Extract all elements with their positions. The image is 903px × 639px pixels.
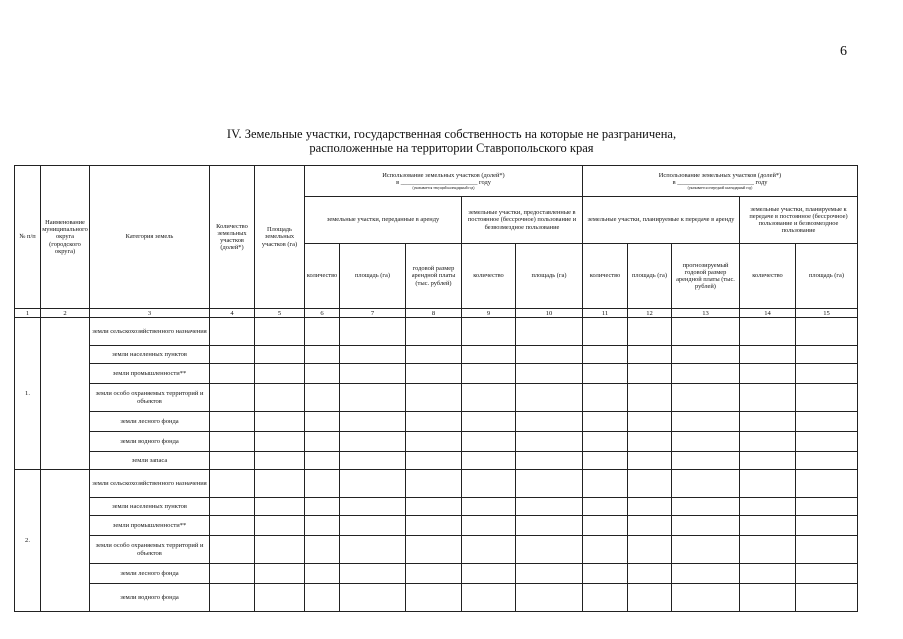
column-number: 11 xyxy=(583,309,628,318)
land-category-cell: земли населенных пунктов xyxy=(90,346,210,364)
header-area: площадь (га) xyxy=(516,244,583,309)
column-number-row xyxy=(15,309,858,318)
table-row xyxy=(15,364,858,384)
header-planned-permanent-use-plots: земельные участки, планируемые к передаче в постоянное (бессрочное) пользование и безвозмездное пользование xyxy=(740,197,858,244)
table-row xyxy=(15,384,858,412)
header-qty: количество xyxy=(583,244,628,309)
column-number: 14 xyxy=(740,309,796,318)
title-line-1: IV. Земельные участки, государственная собственность на которые не разграничена, xyxy=(226,127,677,141)
municipality-cell xyxy=(41,318,90,470)
table-row xyxy=(15,452,858,470)
header-plot-area: Площадь земельных участков (га) xyxy=(255,166,305,309)
column-number: 7 xyxy=(340,309,406,318)
page-number: 6 xyxy=(840,44,847,59)
header-area: площадь (га) xyxy=(796,244,858,309)
table-row xyxy=(15,412,858,432)
group-number: 1. xyxy=(15,318,41,470)
document-title xyxy=(0,127,903,155)
group-number: 2. xyxy=(15,470,41,612)
municipality-cell xyxy=(41,470,90,612)
table-row xyxy=(15,516,858,536)
table-row xyxy=(15,536,858,564)
column-number: 9 xyxy=(462,309,516,318)
header-rented-plots: земельные участки, переданные в аренду xyxy=(305,197,462,244)
land-category-cell: земли промышленности** xyxy=(90,516,210,536)
land-category-cell: земли сельскохозяйственного назначения xyxy=(90,470,210,498)
column-number: 13 xyxy=(672,309,740,318)
land-category-cell: земли населенных пунктов xyxy=(90,498,210,516)
table-row xyxy=(15,564,858,584)
header-area: площадь (га) xyxy=(340,244,406,309)
column-number: 2 xyxy=(41,309,90,318)
table-row xyxy=(15,584,858,612)
land-category-cell: земли особо охраняемых территорий и объектов xyxy=(90,536,210,564)
table-row xyxy=(15,432,858,452)
title-line-2: расположенные на территории Ставропольского края xyxy=(309,141,594,155)
column-number: 4 xyxy=(210,309,255,318)
land-category-cell: земли промышленности** xyxy=(90,364,210,384)
header-qty: количество xyxy=(462,244,516,309)
header-area: площадь (га) xyxy=(628,244,672,309)
header-municipality: Наименование муниципального округа (городского округа) xyxy=(41,166,90,309)
header-qty: количество xyxy=(305,244,340,309)
header-annual-rent: годовой размер арендной платы (тыс. рублей) xyxy=(406,244,462,309)
land-category-cell: земли лесного фонда xyxy=(90,564,210,584)
land-category-cell: земли лесного фонда xyxy=(90,412,210,432)
column-number: 1 xyxy=(15,309,41,318)
land-category-cell: земли запаса xyxy=(90,452,210,470)
table-row xyxy=(15,470,858,498)
land-category-cell: земли водного фонда xyxy=(90,432,210,452)
column-number: 15 xyxy=(796,309,858,318)
column-number: 8 xyxy=(406,309,462,318)
header-land-category: Категория земель xyxy=(90,166,210,309)
header-qty: количество xyxy=(740,244,796,309)
column-number: 10 xyxy=(516,309,583,318)
land-category-cell: земли сельскохозяйственного назначения xyxy=(90,318,210,346)
header-current-year-usage: Использование земельных участков (долей*) в ________________________ году (указывается текущий календарный год) xyxy=(305,166,583,197)
header-forecast-rent: прогнозируемый годовой размер арендной платы (тыс. рублей) xyxy=(672,244,740,309)
table-row xyxy=(15,498,858,516)
header-plot-count: Количество земельных участков (долей*) xyxy=(210,166,255,309)
land-category-cell: земли особо охраняемых территорий и объектов xyxy=(90,384,210,412)
column-number: 3 xyxy=(90,309,210,318)
land-category-cell: земли водного фонда xyxy=(90,584,210,612)
table-row xyxy=(15,346,858,364)
land-plots-table xyxy=(14,165,858,612)
column-number: 6 xyxy=(305,309,340,318)
column-number: 12 xyxy=(628,309,672,318)
header-permanent-use-plots: земельные участки, предоставленные в постоянное (бессрочное) пользование и безвозмездное пользование xyxy=(462,197,583,244)
header-next-year-usage: Использование земельных участков (долей*) в ________________________ году (указывается очередной календарный год) xyxy=(583,166,858,197)
column-number: 5 xyxy=(255,309,305,318)
header-number: № п/п xyxy=(15,166,41,309)
table-row xyxy=(15,318,858,346)
header-planned-rent-plots: земельные участки, планируемые к передаче в аренду xyxy=(583,197,740,244)
